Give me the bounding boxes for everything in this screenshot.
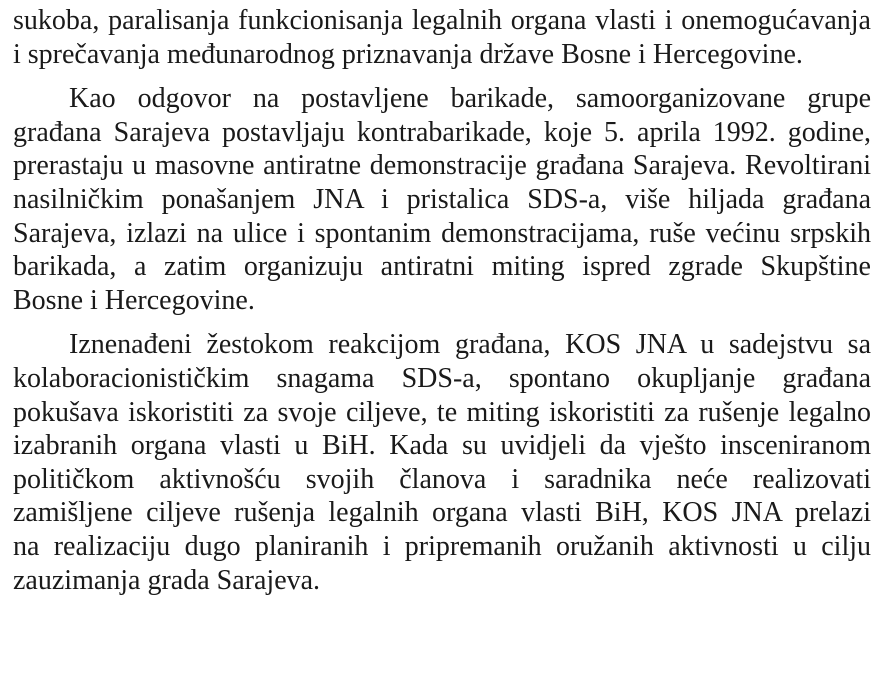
text-line: političkom aktivnošću svojih članova i saradnika neće realizovati [13,463,871,495]
text-line: Kao odgovor na postavljene barikade, samoorganizovane grupe [69,83,871,115]
text-line: nasilničkim ponašanjem JNA i pristalica SDS-a, više hiljada građana [13,183,871,215]
paragraph-3 [13,328,871,597]
text-line: prerastaju u masovne antiratne demonstracije građana Sarajeva. Revoltirani [13,150,871,182]
text-line: kolaboracionističkim snagama SDS-a, spontano okupljanje građana [13,362,871,394]
text-line: sukoba, paralisanja funkcionisanja legalnih organa vlasti i onemogućavanja [13,5,871,36]
paragraph-1 [13,4,871,71]
text-line: Iznenađeni žestokom reakcijom građana, KOS JNA u sadejstvu sa [69,329,871,361]
text-line: građana Sarajeva postavljaju kontrabarikade, koje 5. aprila 1992. godine, [13,116,871,148]
text-line: barikada, a zatim organizuju antiratni miting ispred zgrade Skupštine [13,251,871,283]
text-line: zauzimanja grada Sarajeva. [13,564,321,596]
text-line: Bosne i Hercegovine. [13,284,255,316]
text-line: izabranih organa vlasti u BiH. Kada su uvidjeli da vješto insceniranom [13,430,871,462]
text-line: zamišljene ciljeve rušenja legalnih organa vlasti BiH, KOS JNA prelazi [13,497,871,529]
paragraph-2 [13,82,871,317]
text-line: Sarajeva, izlazi na ulice i spontanim demonstracijama, ruše većinu srpskih [13,217,871,249]
text-line: i sprečavanja međunarodnog priznavanja države Bosne i Hercegovine. [13,38,803,70]
text-line: pokušava iskoristiti za svoje ciljeve, te miting iskoristiti za rušenje legalno [13,396,871,428]
text-line: na realizaciju dugo planiranih i pripremanih oružanih aktivnosti u cilju [13,530,871,562]
